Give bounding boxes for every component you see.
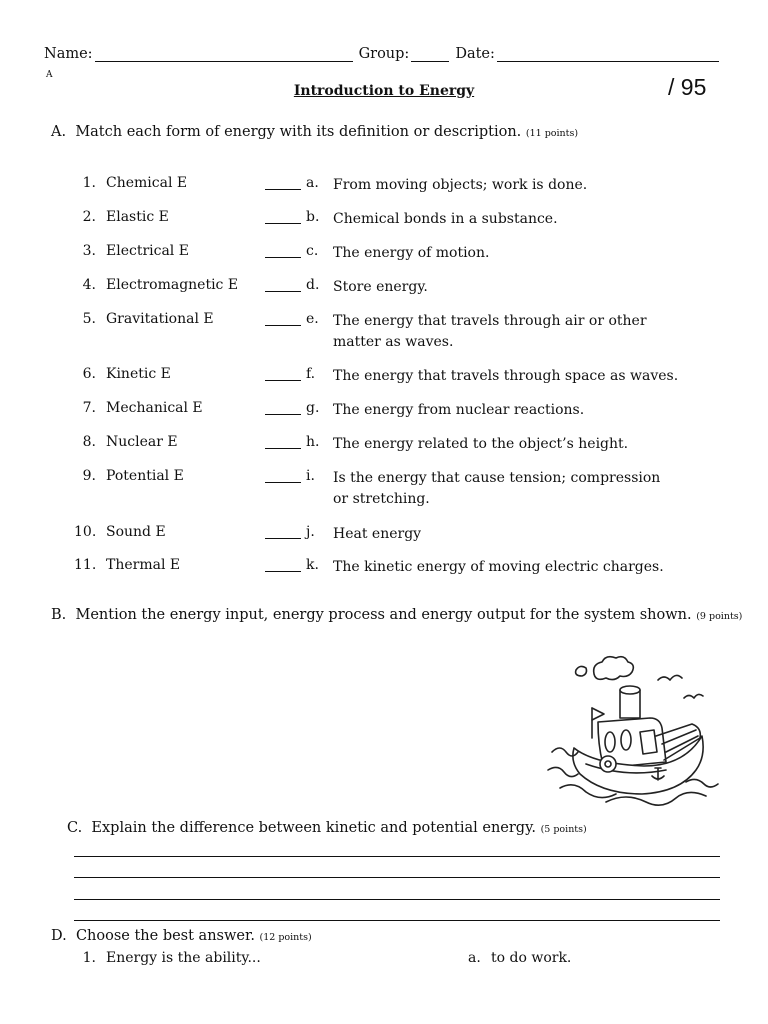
question-number: 1. bbox=[82, 950, 96, 966]
answer-blank[interactable] bbox=[265, 400, 301, 415]
section-c-letter: C. bbox=[67, 820, 83, 836]
definition-text: The kinetic energy of moving electric charges. bbox=[333, 559, 664, 575]
term-label: Sound E bbox=[106, 524, 166, 540]
term-number: 9. bbox=[82, 468, 96, 484]
term-label: Nuclear E bbox=[106, 434, 178, 450]
question-row bbox=[0, 950, 768, 972]
term-number: 5. bbox=[82, 311, 96, 327]
stray-mark: A bbox=[46, 70, 53, 80]
page-title: Introduction to Energy bbox=[293, 83, 475, 99]
answer-blank[interactable] bbox=[265, 175, 301, 190]
term-number: 7. bbox=[82, 400, 96, 416]
definition-letter: h. bbox=[306, 434, 320, 450]
section-b-letter: B. bbox=[51, 607, 67, 623]
term-label: Thermal E bbox=[106, 557, 181, 573]
steamboat-drawing-icon bbox=[546, 652, 722, 814]
term-label: Gravitational E bbox=[106, 311, 214, 327]
answer-blank[interactable] bbox=[265, 277, 301, 292]
definition-letter: j. bbox=[306, 524, 315, 540]
section-d-letter: D. bbox=[51, 928, 67, 944]
definition-text: Is the energy that cause tension; compression or stretching. bbox=[333, 470, 661, 507]
answer-line[interactable] bbox=[74, 898, 720, 900]
term-label: Elastic E bbox=[106, 209, 169, 225]
date-blank[interactable] bbox=[497, 47, 719, 62]
term-number: 8. bbox=[82, 434, 96, 450]
answer-blank[interactable] bbox=[265, 366, 301, 381]
option-letter: a. bbox=[468, 950, 481, 966]
section-d-heading bbox=[51, 928, 312, 944]
term-label: Kinetic E bbox=[106, 366, 171, 382]
group-blank[interactable] bbox=[411, 47, 449, 62]
answer-blank[interactable] bbox=[265, 557, 301, 572]
section-c-prompt: Explain the difference between kinetic and potential energy. bbox=[91, 820, 536, 836]
section-a-heading bbox=[51, 124, 578, 140]
term-number: 3. bbox=[82, 243, 96, 259]
matching-row bbox=[0, 557, 768, 579]
definition-letter: i. bbox=[306, 468, 315, 484]
term-label: Mechanical E bbox=[106, 400, 203, 416]
term-label: Potential E bbox=[106, 468, 184, 484]
definition-text: The energy that travels through space as waves. bbox=[333, 368, 679, 384]
definition-letter: f. bbox=[306, 366, 316, 382]
section-d-points: (12 points) bbox=[259, 932, 312, 943]
definition-letter: c. bbox=[306, 243, 319, 259]
section-a-prompt: Match each form of energy with its definition or description. bbox=[75, 124, 522, 140]
matching-row bbox=[0, 400, 768, 422]
section-b-points: (9 points) bbox=[696, 611, 743, 622]
matching-row bbox=[0, 277, 768, 299]
definition-letter: b. bbox=[306, 209, 320, 225]
name-blank[interactable] bbox=[95, 47, 353, 62]
matching-row bbox=[0, 175, 768, 197]
term-label: Chemical E bbox=[106, 175, 188, 191]
definition-text: Chemical bonds in a substance. bbox=[333, 211, 558, 227]
section-a-letter: A. bbox=[51, 124, 67, 140]
definition-text: From moving objects; work is done. bbox=[333, 177, 588, 193]
matching-row bbox=[0, 434, 768, 456]
term-number: 1. bbox=[82, 175, 96, 191]
definition-text: The energy related to the object’s height. bbox=[333, 436, 629, 452]
definition-text: The energy that travels through air or other matter as waves. bbox=[333, 313, 647, 350]
term-number: 11. bbox=[74, 557, 97, 573]
definition-letter: d. bbox=[306, 277, 320, 293]
definition-letter: a. bbox=[306, 175, 319, 191]
definition-letter: k. bbox=[306, 557, 319, 573]
student-info-header bbox=[44, 46, 724, 62]
name-label: Name: bbox=[44, 46, 93, 62]
matching-row bbox=[0, 468, 768, 512]
date-label: Date: bbox=[455, 46, 495, 62]
matching-row bbox=[0, 209, 768, 231]
score-total: / 95 bbox=[668, 74, 707, 100]
term-label: Electrical E bbox=[106, 243, 189, 259]
definition-letter: g. bbox=[306, 400, 320, 416]
answer-blank[interactable] bbox=[265, 468, 301, 483]
answer-blank[interactable] bbox=[265, 311, 301, 326]
section-c-heading bbox=[67, 820, 587, 836]
term-number: 4. bbox=[82, 277, 96, 293]
definition-letter: e. bbox=[306, 311, 319, 327]
term-label: Electromagnetic E bbox=[106, 277, 239, 293]
option-text[interactable]: to do work. bbox=[491, 950, 572, 966]
answer-line[interactable] bbox=[74, 876, 720, 878]
answer-line[interactable] bbox=[74, 855, 720, 857]
question-text: Energy is the ability... bbox=[106, 950, 261, 966]
matching-row bbox=[0, 524, 768, 546]
section-a-points: (11 points) bbox=[525, 128, 579, 139]
definition-text: Heat energy bbox=[333, 526, 422, 542]
answer-line[interactable] bbox=[74, 919, 720, 921]
answer-blank[interactable] bbox=[265, 524, 301, 539]
answer-blank[interactable] bbox=[265, 243, 301, 258]
section-d-prompt: Choose the best answer. bbox=[75, 928, 255, 944]
matching-row bbox=[0, 366, 768, 388]
answer-blank[interactable] bbox=[265, 434, 301, 449]
section-c-points: (5 points) bbox=[540, 824, 587, 835]
definition-text: The energy of motion. bbox=[333, 245, 490, 261]
section-b-prompt: Mention the energy input, energy process and energy output for the system shown. bbox=[75, 607, 692, 623]
section-b-heading bbox=[51, 607, 742, 623]
definition-text: Store energy. bbox=[333, 279, 428, 295]
definition-text: The energy from nuclear reactions. bbox=[333, 402, 585, 418]
group-label: Group: bbox=[358, 46, 410, 62]
answer-blank[interactable] bbox=[265, 209, 301, 224]
term-number: 2. bbox=[82, 209, 96, 225]
matching-row bbox=[0, 311, 768, 355]
term-number: 6. bbox=[82, 366, 96, 382]
term-number: 10. bbox=[74, 524, 97, 540]
matching-row bbox=[0, 243, 768, 265]
